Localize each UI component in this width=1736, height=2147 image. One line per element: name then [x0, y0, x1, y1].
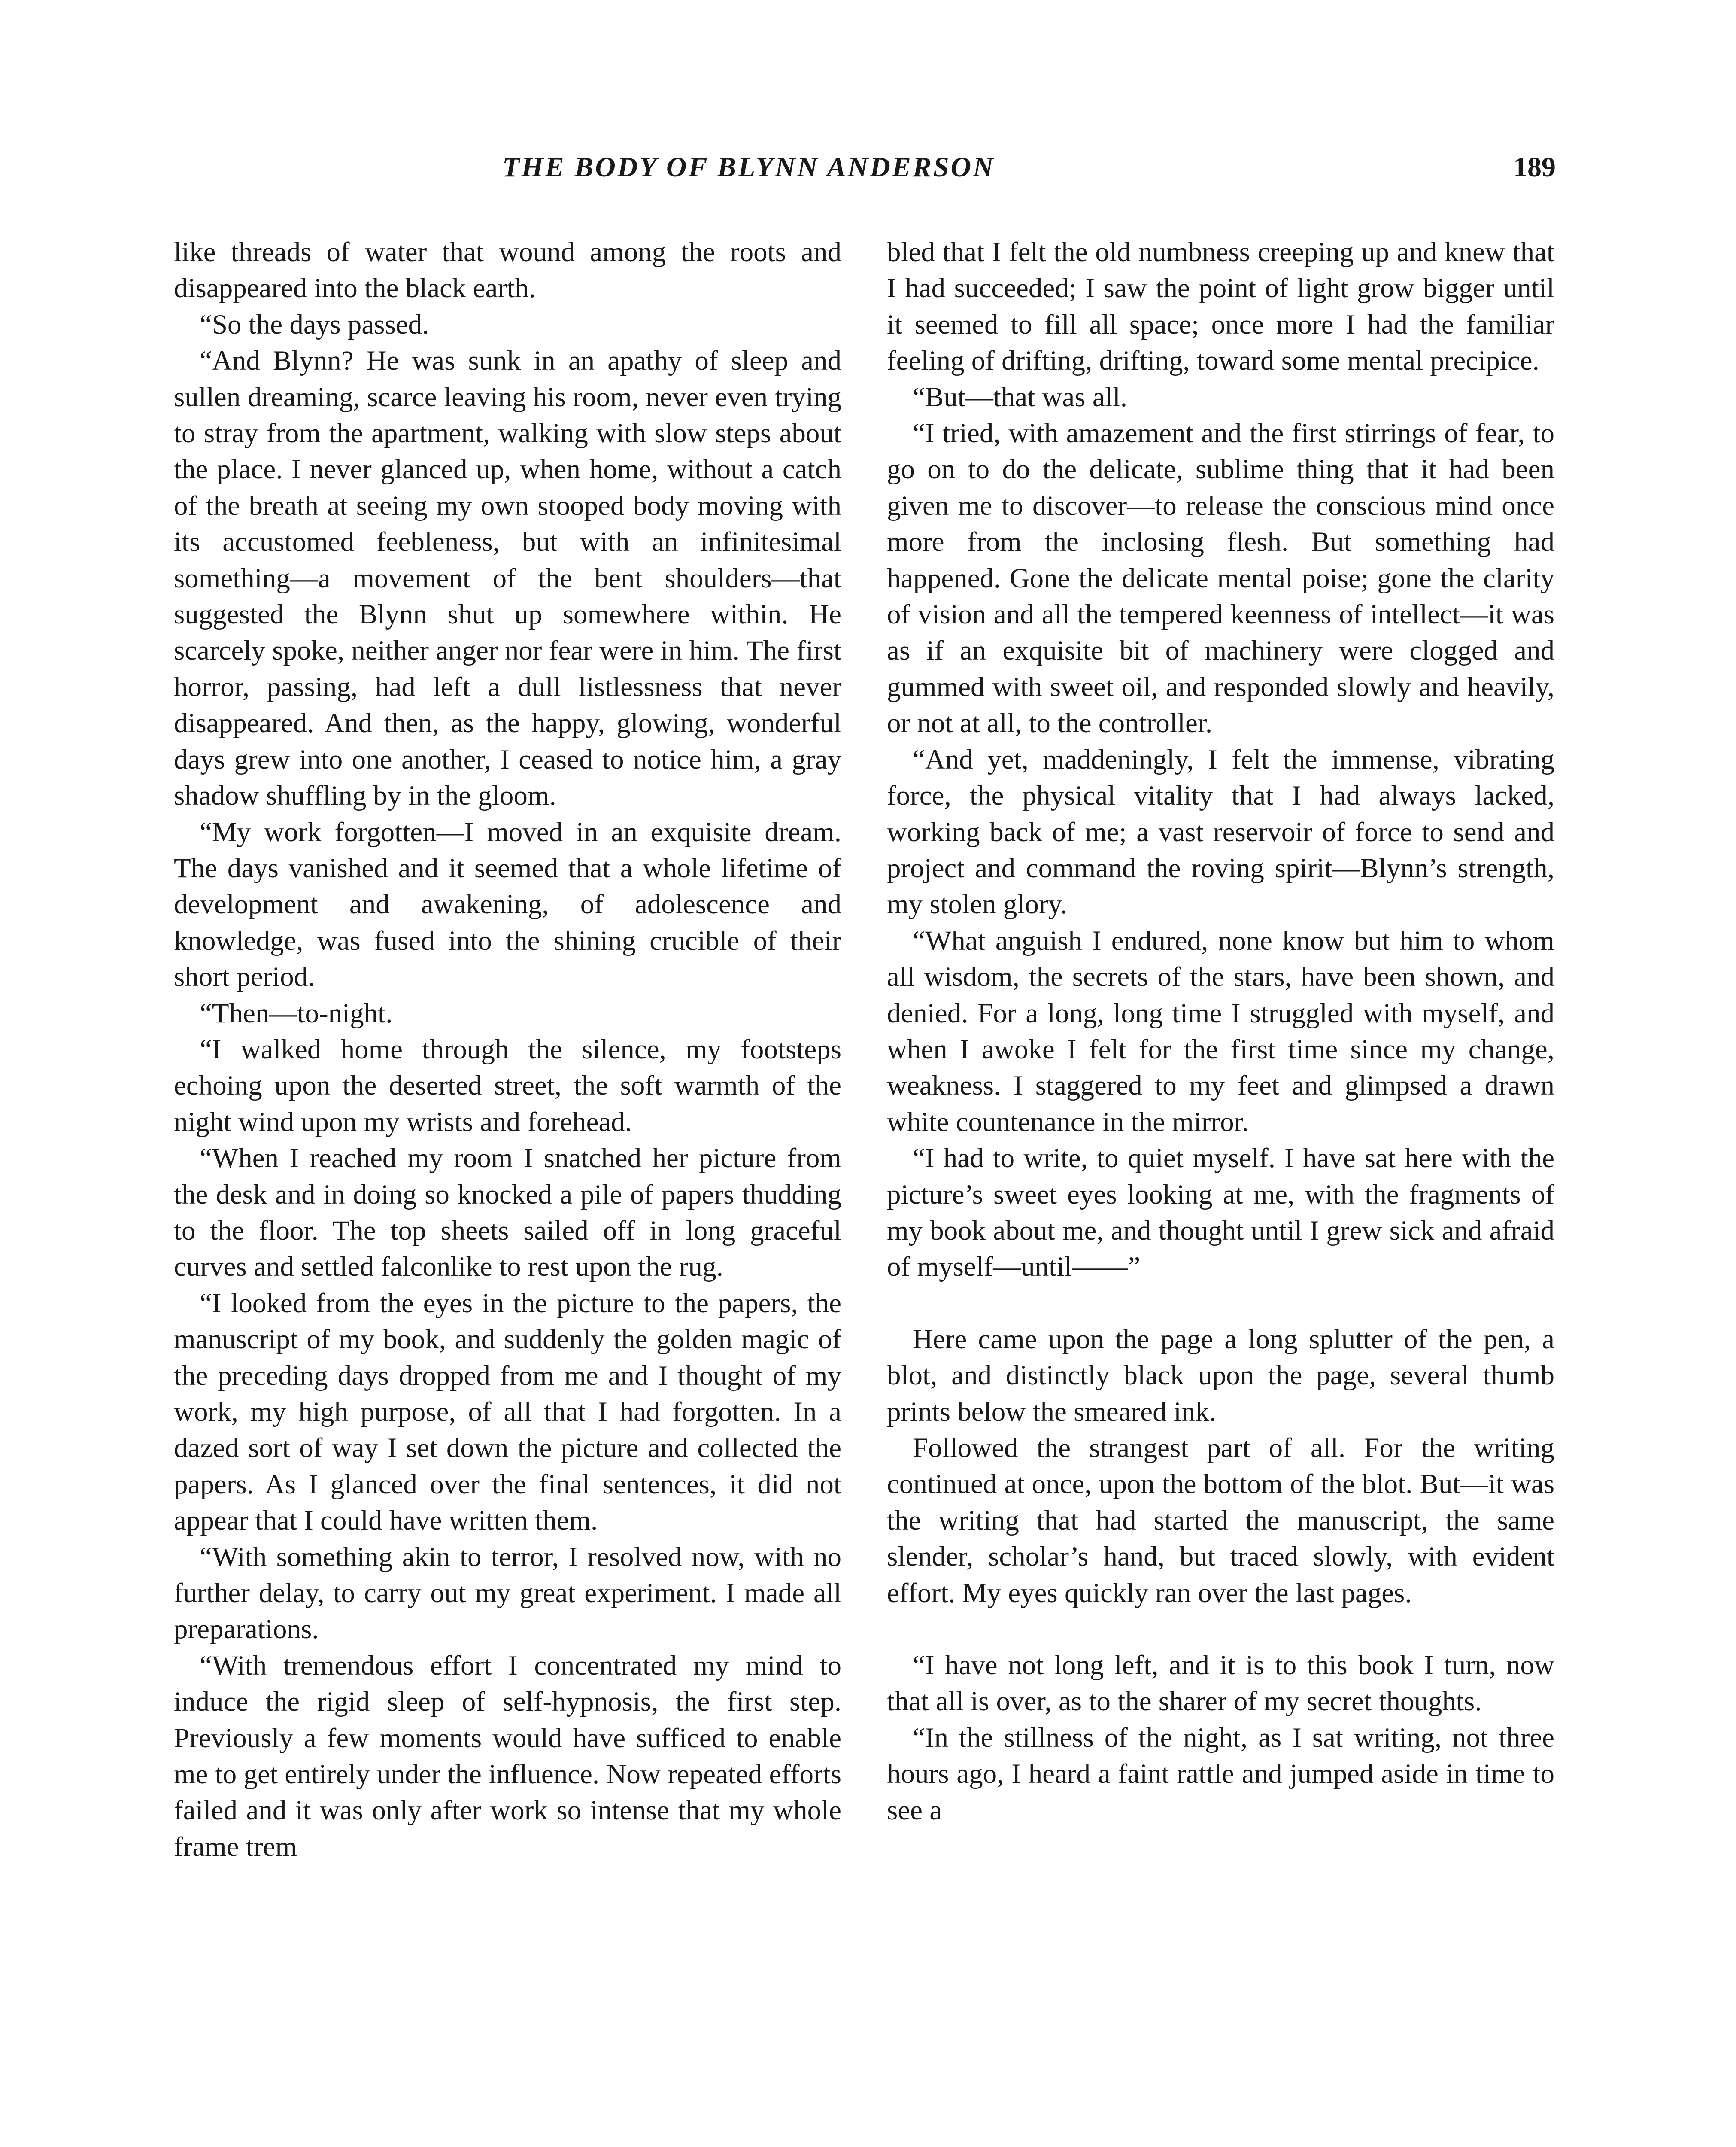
paragraph: “I tried, with amazement and the first stirrings of fear, to go on to do the delicate, sublime thing that it had been given me to discover—to release the conscious mind once more from the inclosing flesh. But something had happened. Gone the delicate mental poise; gone the clarity of vision and all the tempered keenness of intellect—it was as if an exquisite bit of machinery were clogged and gummed with sweet oil, and responded slowly and heavily, or not at all, to the controller.	[887, 418, 1554, 739]
paragraph: “What anguish I endured, none know but him to whom all wisdom, the secrets of the stars, have been shown, and denied. For a long, long time I struggled with myself, and when I awoke I felt for the first time since my change, weakness. I staggered to my feet and glimpsed a drawn white countenance in the mirror.	[887, 925, 1554, 1137]
paragraph: like threads of water that wound among the roots and disappeared into the black earth.	[174, 237, 841, 304]
paragraph: “I looked from the eyes in the picture to the papers, the manuscript of my book, and suddenly the golden magic of the preceding days dropped from me and I thought of my work, my high purpose, of all that I had forgotten. In a dazed sort of way I set down the picture and collected the papers. As I glanced over the final sentences, it did not appear that I could have written them.	[174, 1287, 841, 1536]
paragraph: bled that I felt the old numbness creeping up and knew that I had succeeded; I saw the point of light grow bigger until it seemed to fill all space; once more I had the familiar feeling of drifting, drifting, toward some mental precipice.	[887, 237, 1554, 377]
running-title: THE BODY OF BLYNN ANDERSON	[502, 152, 995, 183]
paragraph: “I have not long left, and it is to this book I turn, now that all is over, as to the sharer of my secret thoughts.	[887, 1650, 1554, 1717]
paragraph: “So the days passed.	[200, 309, 429, 340]
paragraph: “I had to write, to quiet myself. I have sat here with the picture’s sweet eyes looking at me, with the fragments of my book about me, and thought until I grew sick and afraid of myself—until——”	[887, 1143, 1554, 1283]
paragraph: “My work forgotten—I moved in an exquisite dream. The days vanished and it seemed that a whole lifetime of development and awakening, of adolescence and knowledge, was fused into the shining crucible of their short period.	[174, 816, 841, 993]
paragraph: “With something akin to terror, I resolved now, with no further delay, to carry out my great experiment. I made all preparations.	[174, 1541, 841, 1645]
left-column	[174, 234, 841, 1865]
paragraph: “And yet, maddeningly, I felt the immense, vibrating force, the physical vitality that I had always lacked, working back of me; a vast reservoir of force to send and project and command the roving spirit—Blynn’s strength, my stolen glory.	[887, 744, 1554, 920]
paragraph: “With tremendous effort I concentrated my mind to induce the rigid sleep of self-hypnosis, the first step. Previously a few moments would have sufficed to enable me to get entirely under the influence. Now repeated efforts failed and it was only after work so intense that my whole frame trem	[174, 1650, 841, 1862]
paragraph: “Then—to-night.	[200, 997, 393, 1029]
page-number: 189	[1513, 152, 1556, 183]
paragraph: “When I reached my room I snatched her picture from the desk and in doing so knocked a pile of papers thudding to the floor. The top sheets sailed off in long graceful curves and settled falconlike to rest upon the rug.	[174, 1143, 841, 1283]
paragraph: “And Blynn? He was sunk in an apathy of sleep and sullen dreaming, scarce leaving his room, never even trying to stray from the apartment, walking with slow steps about the place. I never glanced up, when home, without a catch of the breath at seeing my own stooped body moving with its accustomed feebleness, but with an infinitesimal something—a movement of the bent shoulders—that suggested the Blynn shut up somewhere within. He scarcely spoke, neither anger nor fear were in him. The first horror, passing, had left a dull listlessness that never disappeared. And then, as the happy, glowing, wonderful days grew into one another, I ceased to notice him, a gray shadow shuffling by in the gloom.	[174, 345, 841, 812]
right-column	[887, 234, 1554, 1828]
paragraph: Followed the strangest part of all. For the writing continued at once, upon the bottom of the blot. But—it was the writing that had started the manuscript, the same slender, scholar’s hand, but traced slowly, with evident effort. My eyes quickly ran over the last pages.	[887, 1432, 1554, 1609]
paragraph: “I walked home through the silence, my footsteps echoing upon the deserted street, the soft warmth of the night wind upon my wrists and forehead.	[174, 1034, 841, 1137]
paragraph: “In the stillness of the night, as I sat writing, not three hours ago, I heard a faint rattle and jumped aside in time to see a	[887, 1722, 1554, 1826]
paragraph: Here came upon the page a long splutter of the pen, a blot, and distinctly black upon the page, several thumb prints below the smeared ink.	[887, 1323, 1554, 1427]
paragraph: “But—that was all.	[913, 381, 1128, 413]
